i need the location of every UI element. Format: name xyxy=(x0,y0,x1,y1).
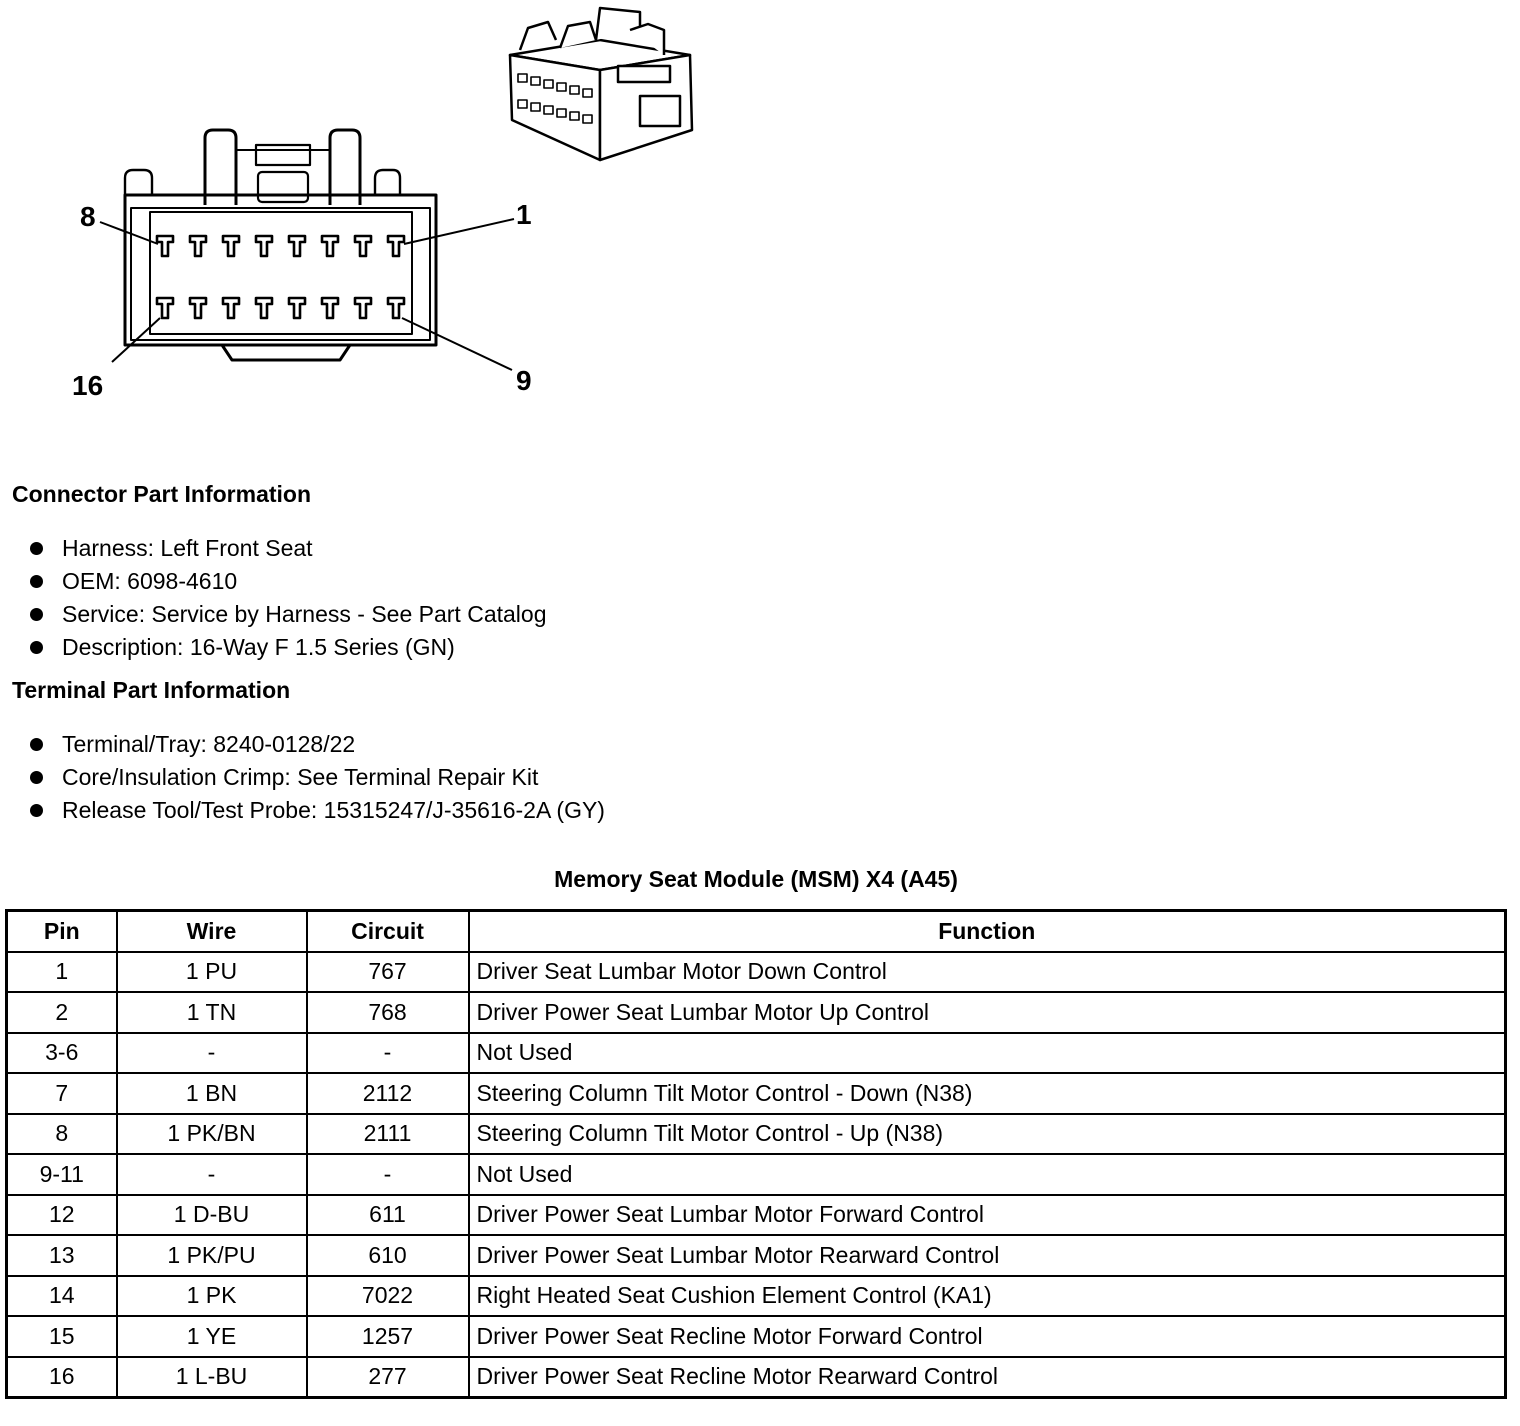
wire-cell: 1 L-BU xyxy=(117,1357,307,1398)
connector-isometric-icon xyxy=(510,8,692,160)
pin-cell: 7 xyxy=(7,1073,117,1114)
table-row xyxy=(7,1154,1506,1195)
wire-cell: 1 PU xyxy=(117,952,307,993)
wire-cell: 1 PK/PU xyxy=(117,1235,307,1276)
function-cell: Right Heated Seat Cushion Element Control (KA1) xyxy=(469,1276,1506,1317)
table-row xyxy=(7,1114,1506,1155)
list-item: Release Tool/Test Probe: 15315247/J-35616-2A (GY) xyxy=(28,794,605,827)
column-header-function: Function xyxy=(469,911,1506,952)
pin-label-1: 1 xyxy=(516,199,532,230)
function-cell: Driver Power Seat Lumbar Motor Forward Control xyxy=(469,1195,1506,1236)
list-item: OEM: 6098-4610 xyxy=(28,565,546,598)
function-cell: Not Used xyxy=(469,1033,1506,1074)
circuit-cell: 277 xyxy=(307,1357,469,1398)
connector-diagram xyxy=(0,0,760,420)
connector-info-heading: Connector Part Information xyxy=(12,481,312,507)
wire-cell: - xyxy=(117,1154,307,1195)
pin-table xyxy=(5,909,1507,1399)
table-row xyxy=(7,1033,1506,1074)
table-row xyxy=(7,952,1506,993)
list-item: Service: Service by Harness - See Part Catalog xyxy=(28,598,546,631)
list-item: Harness: Left Front Seat xyxy=(28,532,546,565)
function-cell: Driver Power Seat Lumbar Motor Up Control xyxy=(469,992,1506,1033)
wire-cell: 1 TN xyxy=(117,992,307,1033)
wire-cell: 1 D-BU xyxy=(117,1195,307,1236)
table-row xyxy=(7,1195,1506,1236)
circuit-cell: 1257 xyxy=(307,1316,469,1357)
pin-label-16: 16 xyxy=(72,370,104,401)
table-row xyxy=(7,1357,1506,1398)
terminal-info-list xyxy=(28,728,605,827)
circuit-cell: 7022 xyxy=(307,1276,469,1317)
circuit-cell: 610 xyxy=(307,1235,469,1276)
function-cell: Steering Column Tilt Motor Control - Down (N38) xyxy=(469,1073,1506,1114)
terminal-info-heading: Terminal Part Information xyxy=(12,677,291,703)
function-cell: Driver Seat Lumbar Motor Down Control xyxy=(469,952,1506,993)
wire-cell: 1 YE xyxy=(117,1316,307,1357)
table-row xyxy=(7,1073,1506,1114)
wire-cell: 1 PK xyxy=(117,1276,307,1317)
table-row xyxy=(7,1235,1506,1276)
pin-cell: 8 xyxy=(7,1114,117,1155)
table-header-row xyxy=(7,911,1506,952)
pin-cell: 2 xyxy=(7,992,117,1033)
circuit-cell: - xyxy=(307,1033,469,1074)
pin-cell: 1 xyxy=(7,952,117,993)
circuit-cell: 768 xyxy=(307,992,469,1033)
table-row xyxy=(7,992,1506,1033)
function-cell: Driver Power Seat Recline Motor Forward Control xyxy=(469,1316,1506,1357)
wire-cell: 1 PK/BN xyxy=(117,1114,307,1155)
circuit-cell: 2111 xyxy=(307,1114,469,1155)
pin-cell: 9-11 xyxy=(7,1154,117,1195)
column-header-circuit: Circuit xyxy=(307,911,469,952)
pin-cell: 12 xyxy=(7,1195,117,1236)
table-row xyxy=(7,1316,1506,1357)
list-item: Terminal/Tray: 8240-0128/22 xyxy=(28,728,605,761)
pin-table-body xyxy=(7,952,1506,1398)
function-cell: Driver Power Seat Lumbar Motor Rearward Control xyxy=(469,1235,1506,1276)
function-cell: Driver Power Seat Recline Motor Rearward Control xyxy=(469,1357,1506,1398)
table-title: Memory Seat Module (MSM) X4 (A45) xyxy=(554,866,958,892)
circuit-cell: 611 xyxy=(307,1195,469,1236)
wire-cell: - xyxy=(117,1033,307,1074)
pin-label-9: 9 xyxy=(516,365,532,396)
column-header-wire: Wire xyxy=(117,911,307,952)
list-item: Description: 16-Way F 1.5 Series (GN) xyxy=(28,631,546,664)
table-row xyxy=(7,1276,1506,1317)
pin-label-8: 8 xyxy=(80,201,96,232)
pin-cell: 16 xyxy=(7,1357,117,1398)
wire-cell: 1 BN xyxy=(117,1073,307,1114)
column-header-pin: Pin xyxy=(7,911,117,952)
list-item: Core/Insulation Crimp: See Terminal Repair Kit xyxy=(28,761,605,794)
pin-cell: 3-6 xyxy=(7,1033,117,1074)
pin-cell: 13 xyxy=(7,1235,117,1276)
circuit-cell: 767 xyxy=(307,952,469,993)
connector-front-view xyxy=(100,130,514,370)
function-cell: Steering Column Tilt Motor Control - Up (N38) xyxy=(469,1114,1506,1155)
pin-cell: 15 xyxy=(7,1316,117,1357)
function-cell: Not Used xyxy=(469,1154,1506,1195)
connector-info-list xyxy=(28,532,546,664)
circuit-cell: 2112 xyxy=(307,1073,469,1114)
pin-cell: 14 xyxy=(7,1276,117,1317)
circuit-cell: - xyxy=(307,1154,469,1195)
